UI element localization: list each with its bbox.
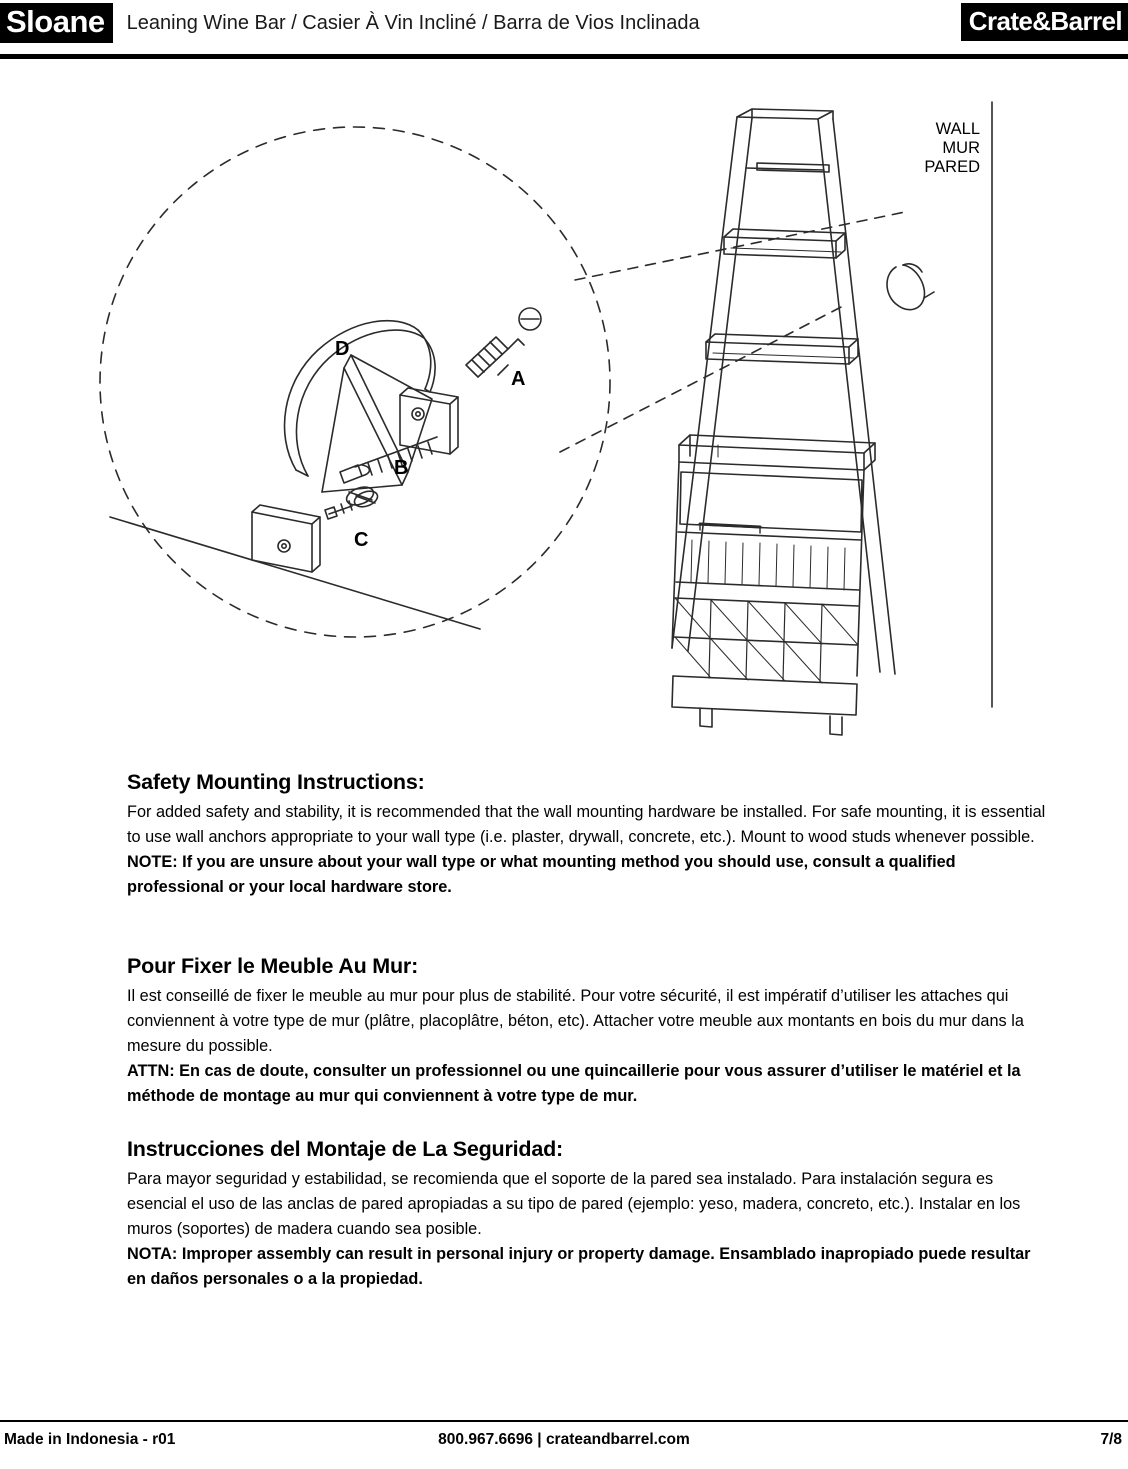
section-note-en: NOTE: If you are unsure about your wall type or what mounting method you should use, consult a qualified professional or your local hardware store. (127, 853, 956, 896)
brand-name: Sloane (0, 3, 113, 43)
footer-made-in: Made in Indonesia - r01 (4, 1431, 176, 1448)
header-divider (0, 54, 1128, 59)
crate-and-barrel-logo: Crate&Barrel (961, 3, 1128, 41)
wall-label-en: WALL (935, 120, 980, 138)
page-header (0, 0, 1128, 46)
section-title-en: Safety Mounting Instructions: (127, 770, 425, 794)
section-note-fr: ATTN: En cas de doute, consulter un professionnel ou une quincaillerie pour vous assurer d’utiliser le matériel et la méthode de montage au mur qui conviennent à votre type de mur. (127, 1062, 1021, 1105)
instructions-body (127, 770, 1047, 1292)
section-paragraph-fr: Il est conseillé de fixer le meuble au mur pour plus de stabilité. Pour votre sécurité, il est impératif d’utiliser les attaches qui conviennent à votre type de mur (plâtre, placoplâtre, béton, etc). Attacher votre meuble aux montants en bois du mur dans la mesure du possible. (127, 987, 1024, 1055)
callout-c: C (354, 529, 369, 551)
callout-a: A (511, 368, 526, 390)
wall-label-fr: MUR (942, 139, 980, 157)
section-title-es: Instrucciones del Montaje de La Seguridad: (127, 1137, 564, 1161)
section-title-fr: Pour Fixer le Meuble Au Mur: (127, 954, 419, 978)
footer-contact: 800.967.6696 | crateandbarrel.com (438, 1431, 690, 1448)
callout-d: D (335, 338, 350, 360)
section-spacer-1 (127, 900, 1047, 954)
section-paragraph-en: For added safety and stability, it is recommended that the wall mounting hardware be installed. For safe mounting, it is essential to use wall anchors appropriate to your wall type (i.e. plaster, drywall, concrete, etc.). Mount to wood studs whenever possible. (127, 803, 1046, 846)
wall-label (880, 120, 980, 177)
section-instrucciones (127, 1137, 1047, 1292)
page-footer (0, 1431, 1128, 1455)
wall-label-es: PARED (924, 158, 980, 176)
section-safety-mounting (127, 770, 1047, 900)
section-pour-fixer (127, 954, 1047, 1109)
footer-page-number: 7/8 (1100, 1431, 1122, 1448)
section-note-es: NOTA: Improper assembly can result in personal injury or property damage. Ensamblado inapropiado puede resultar en daños personales o a la propiedad. (127, 1245, 1031, 1288)
footer-divider (0, 1420, 1128, 1422)
section-spacer-2 (127, 1109, 1047, 1137)
product-title: Leaning Wine Bar / Casier À Vin Incliné / Barra de Vios Inclinada (126, 11, 700, 34)
callout-b: B (394, 457, 409, 479)
assembly-illustration (0, 62, 1128, 742)
section-paragraph-es: Para mayor seguridad y estabilidad, se recomienda que el soporte de la pared sea instalado. Para instalación segura es esencial el uso de las anclas de pared apropiadas a su tipo de pared (ejemplo: yeso, madera, concreto, etc.). Instalar en los muros (soportes) de madera cuando sea posible. (127, 1170, 1021, 1238)
